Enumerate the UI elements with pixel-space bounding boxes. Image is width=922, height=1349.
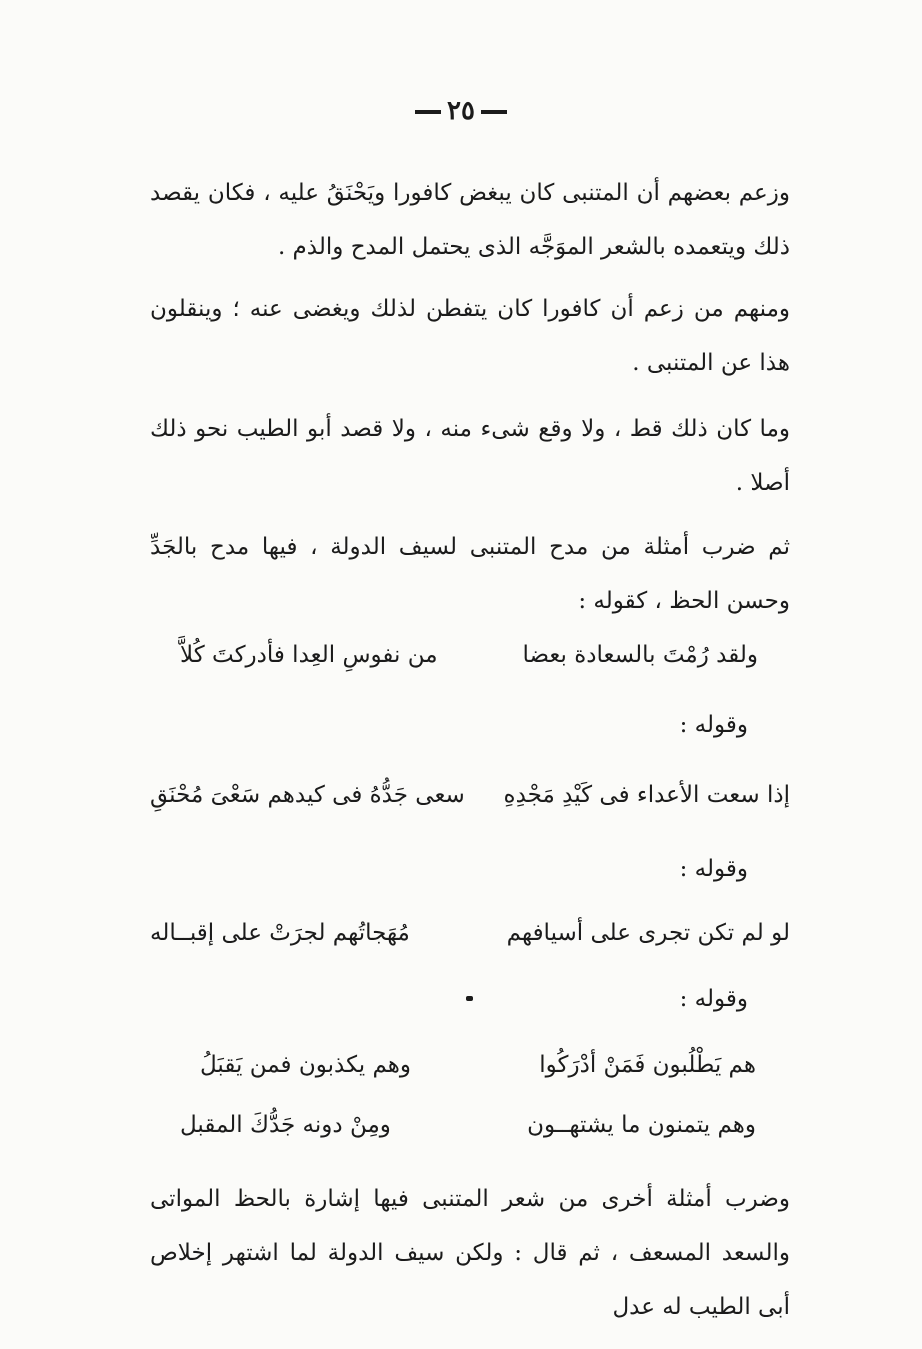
verse-3-second-hemistich: مُهَجاتُهم لجرَتْ على إقبــاله xyxy=(150,920,410,946)
verse-2 xyxy=(150,782,790,808)
verse-4-first-hemistich: هم يَطْلُبون فَمَنْ أدْرَكُوا xyxy=(539,1052,756,1078)
verse-4 xyxy=(200,1052,756,1078)
ink-mark xyxy=(466,996,473,1001)
verse-3-first-hemistich: لو لم تكن تجرى على أسيافهم xyxy=(506,920,790,946)
verse-label-2: وقوله : xyxy=(679,856,748,882)
dash-left xyxy=(415,110,441,114)
verse-1 xyxy=(180,642,758,668)
verse-5-second-hemistich: ومِنْ دونه جَدُّكَ المقبل xyxy=(180,1112,391,1138)
paragraph-3: وما كان ذلك قط ، ولا وقع شىء منه ، ولا قصد أبو الطيب نحو ذلك أصلا . xyxy=(150,416,790,496)
verse-1-first-hemistich: ولقد رُمْتَ بالسعادة بعضا xyxy=(522,642,758,668)
page-number: ٢٥ xyxy=(0,96,922,126)
verse-label-3: وقوله : xyxy=(679,986,748,1012)
verse-label-1: وقوله : xyxy=(679,712,748,738)
final-paragraph: وضرب أمثلة أخرى من شعر المتنبى فيها إشارة بالحظ المواتى والسعد المسعف ، ثم قال : ولكن سيف الدولة لما اشتهر إخلاص أبى الطيب له عدل xyxy=(150,1186,790,1320)
verse-5 xyxy=(180,1112,756,1138)
paragraph-1: وزعم بعضهم أن المتنبى كان يبغض كافورا ويَحْنَقُ عليه ، فكان يقصد ذلك ويتعمده بالشعر الموَجَّه الذى يحتمل المدح والذم . xyxy=(150,180,790,260)
paragraph-2: ومنهم من زعم أن كافورا كان يتفطن لذلك ويغضى عنه ؛ وينقلون هذا عن المتنبى . xyxy=(150,296,790,376)
verse-2-second-hemistich: سعى جَدُّهُ فى كيدهم سَعْىَ مُحْنَقِ xyxy=(150,782,465,808)
verse-1-second-hemistich: من نفوسِ العِدا فأدركتَ كُلاَّ xyxy=(180,642,438,668)
paragraph-4: ثم ضرب أمثلة من مدح المتنبى لسيف الدولة ، فيها مدح بالجَدِّ وحسن الحظ ، كقوله : xyxy=(150,534,790,614)
verse-3 xyxy=(150,920,790,946)
verse-2-first-hemistich: إذا سعت الأعداء فى كَيْدِ مَجْدِهِ xyxy=(503,782,790,808)
verse-4-second-hemistich: وهم يكذبون فمن يَقبَلُ xyxy=(200,1052,412,1078)
verse-5-first-hemistich: وهم يتمنون ما يشتهــون xyxy=(527,1112,756,1138)
dash-right xyxy=(481,110,507,114)
